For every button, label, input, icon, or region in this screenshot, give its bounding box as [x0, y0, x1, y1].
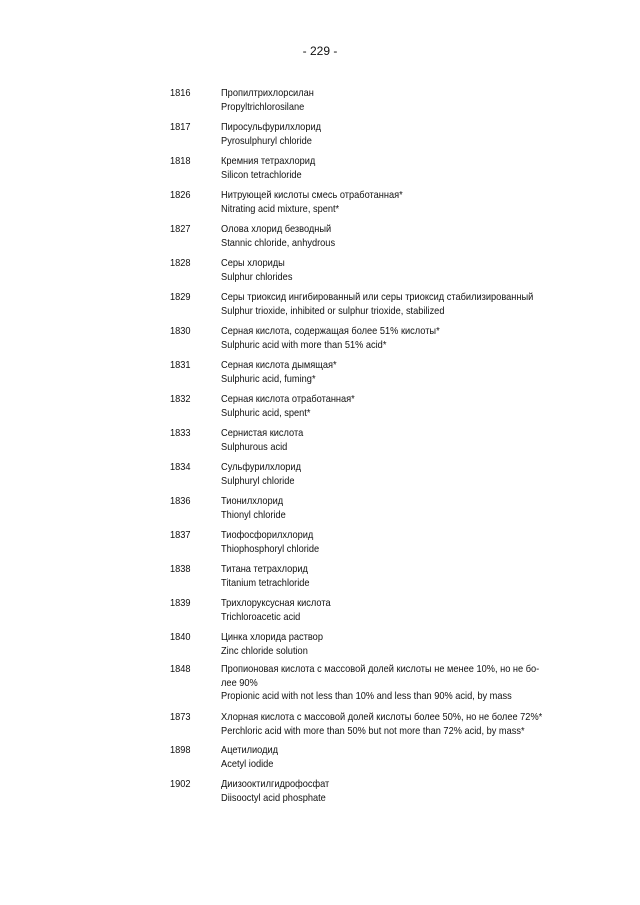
list-item	[170, 359, 580, 386]
entry-name-ru: Серная кислота дымящая*	[221, 359, 337, 371]
entry-name-en: Nitrating acid mixture, spent*	[221, 202, 340, 215]
list-item	[170, 663, 580, 704]
entry-number: 1898	[170, 744, 191, 756]
list-item	[170, 597, 580, 624]
entry-number: 1834	[170, 461, 191, 473]
entry-name-ru: Сульфурилхлорид	[221, 461, 301, 473]
entry-name-ru: Хлорная кислота с массовой долей кислоты более 50%, но не более 72%*	[221, 711, 543, 723]
entry-number: 1832	[170, 393, 191, 405]
list-item	[170, 223, 580, 250]
list-item	[170, 631, 580, 658]
list-item	[170, 189, 580, 216]
entry-number: 1836	[170, 495, 191, 507]
entry-name-ru: Диизооктилгидрофосфат	[221, 778, 330, 790]
entry-name-en: Sulphuric acid, fuming*	[221, 372, 316, 385]
list-item	[170, 711, 580, 738]
list-item	[170, 325, 580, 352]
entry-number: 1828	[170, 257, 191, 269]
entry-number: 1839	[170, 597, 191, 609]
entry-number: 1830	[170, 325, 191, 337]
entry-name-en: Zinc chloride solution	[221, 644, 308, 657]
entry-name-ru: Пропилтрихлорсилан	[221, 87, 314, 99]
entry-number: 1840	[170, 631, 191, 643]
entry-name-ru: Серная кислота отработанная*	[221, 393, 355, 405]
entry-name-en: Silicon tetrachloride	[221, 168, 302, 181]
entry-name-en: Thionyl chloride	[221, 508, 286, 521]
list-item	[170, 744, 580, 771]
entry-name-ru: Тиофосфорилхлорид	[221, 529, 314, 541]
entry-name-en: Sulphuric acid with more than 51% acid*	[221, 338, 387, 351]
entry-number: 1829	[170, 291, 191, 303]
entry-name-ru: Кремния тетрахлорид	[221, 155, 316, 167]
entry-number: 1902	[170, 778, 191, 790]
entry-number: 1873	[170, 711, 191, 723]
entry-name-ru: Серная кислота, содержащая более 51% кислоты*	[221, 325, 440, 337]
entry-name-ru: Пропионовая кислота с массовой долей кислоты не менее 10%, но не бо-	[221, 663, 540, 675]
entry-name-en: Pyrosulphuryl chloride	[221, 134, 312, 147]
entry-name-en: Stannic chloride, anhydrous	[221, 236, 336, 249]
list-item	[170, 121, 580, 148]
entry-name-ru: Ацетилиодид	[221, 744, 279, 756]
list-item	[170, 529, 580, 556]
entry-name-en: Diisooctyl acid phosphate	[221, 791, 326, 804]
list-item	[170, 778, 580, 805]
entry-name-ru: Серы триоксид ингибированный или серы триоксид стабилизированный	[221, 291, 534, 303]
entry-name-en: Thiophosphoryl chloride	[221, 542, 320, 555]
entry-name-ru: Сернистая кислота	[221, 427, 304, 439]
entry-name-en: Sulphur trioxide, inhibited or sulphur trioxide, stabilized	[221, 304, 445, 317]
entry-name-en: Propionic acid with not less than 10% and less than 90% acid, by mass	[221, 690, 512, 702]
entry-name-en: Sulphurous acid	[221, 440, 288, 453]
list-item	[170, 461, 580, 488]
list-item	[170, 257, 580, 284]
entry-number: 1848	[170, 663, 191, 675]
list-item	[170, 393, 580, 420]
entry-number: 1826	[170, 189, 191, 201]
entry-number: 1831	[170, 359, 191, 371]
entry-name-ru: Нитрующей кислоты смесь отработанная*	[221, 189, 403, 201]
entry-name-en: Trichloroacetic acid	[221, 610, 301, 623]
page-number: - 229 -	[302, 44, 338, 58]
entry-name-ru: Тионилхлорид	[221, 495, 284, 507]
entry-name-en: Acetyl iodide	[221, 757, 274, 770]
list-item	[170, 563, 580, 590]
entry-name-ru: Трихлоруксусная кислота	[221, 597, 331, 609]
entry-number: 1837	[170, 529, 191, 541]
entry-name-ru: Титана тетрахлорид	[221, 563, 308, 575]
entry-name-ru: Пиросульфурилхлорид	[221, 121, 322, 133]
entry-name-ru: Цинка хлорида раствор	[221, 631, 323, 643]
list-item	[170, 87, 580, 114]
entry-name-en: Propyltrichlorosilane	[221, 100, 305, 113]
entry-number: 1827	[170, 223, 191, 235]
list-item	[170, 495, 580, 522]
list-item	[170, 427, 580, 454]
entry-number: 1833	[170, 427, 191, 439]
entry-name-ru: Серы хлориды	[221, 257, 285, 269]
entry-number: 1838	[170, 563, 191, 575]
entry-number: 1816	[170, 87, 191, 99]
entry-number: 1818	[170, 155, 191, 167]
list-item	[170, 155, 580, 182]
entry-name-ru-continued: лее 90%	[221, 676, 258, 689]
entry-name-ru: Олова хлорид безводный	[221, 223, 332, 235]
entry-name-en: Sulphuryl chloride	[221, 474, 295, 487]
entry-number: 1817	[170, 121, 191, 133]
entry-name-en: Sulphuric acid, spent*	[221, 406, 311, 419]
list-item	[170, 291, 580, 318]
entry-name-en: Perchloric acid with more than 50% but not more than 72% acid, by mass*	[221, 724, 525, 737]
entry-name-en: Sulphur chlorides	[221, 270, 293, 283]
entry-name-en: Titanium tetrachloride	[221, 576, 310, 589]
